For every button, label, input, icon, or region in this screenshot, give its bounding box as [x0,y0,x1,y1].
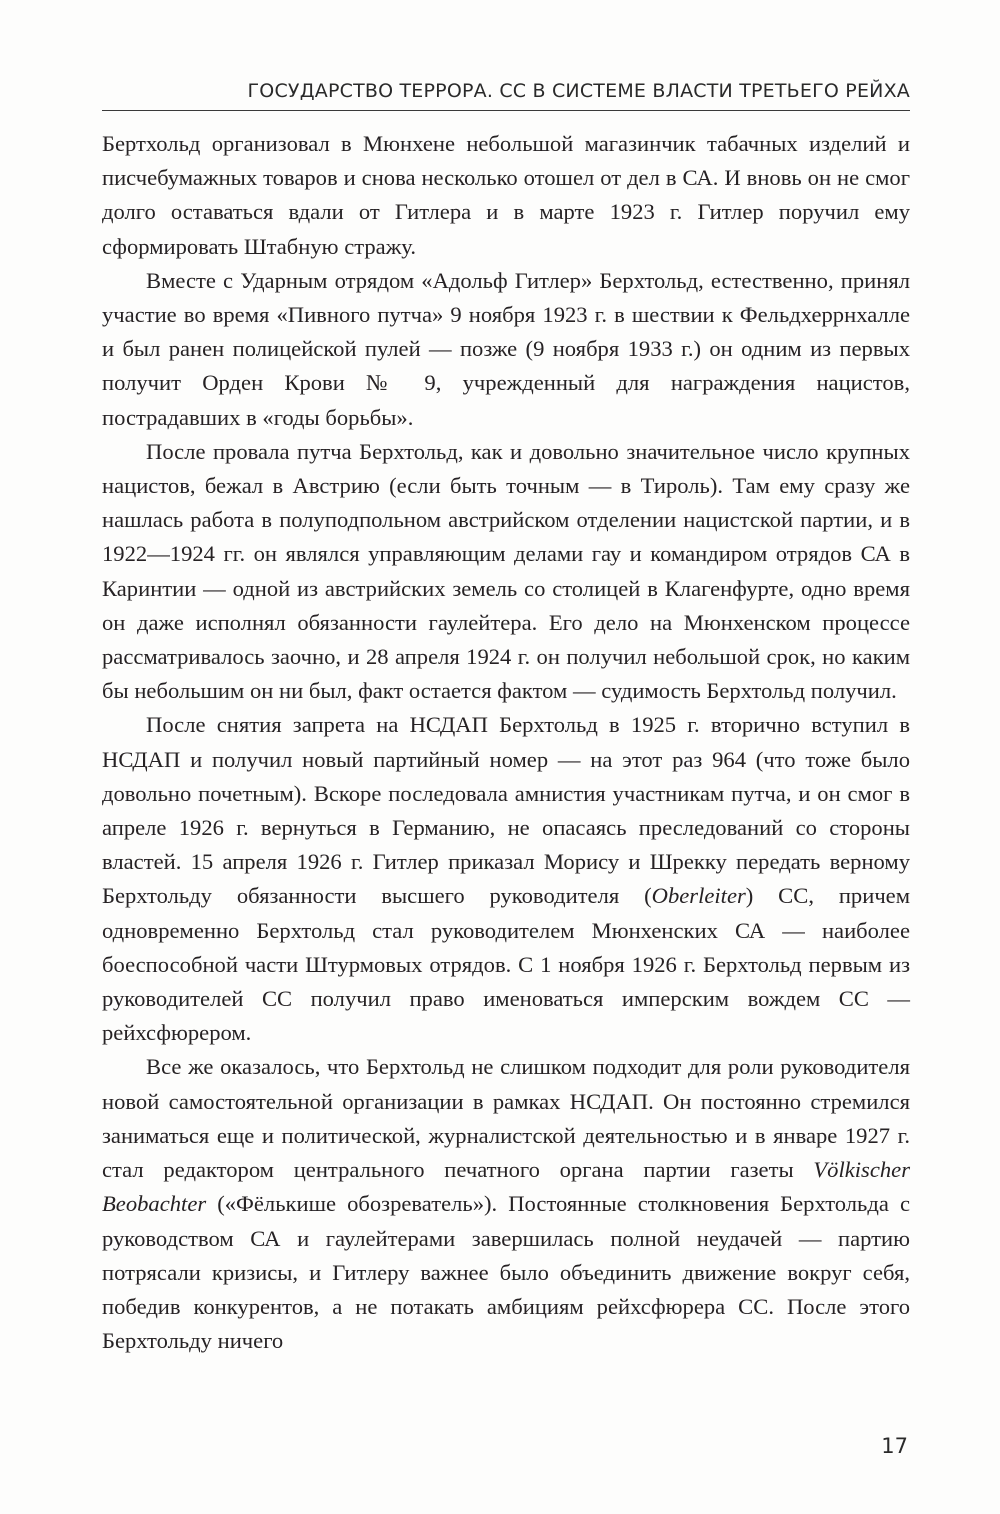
header-rule [102,110,910,111]
paragraph-5 [102,1050,910,1358]
running-head: ГОСУДАРСТВО ТЕРРОРА. СС В СИСТЕМЕ ВЛАСТИ ТРЕТЬЕГО РЕЙХА [247,80,910,102]
paragraph-2: Вместе с Ударным отрядом «Адольф Гитлер» Берхтольд, естественно, принял участие во время «Пивного путча» 9 ноября 1923 г. в шествии к Фельдхеррнхалле и был ранен полицейской пулей — позже (9 ноября 1933 г.) он одним из первых получит Орден Крови № 9, учрежденный для награждения нацистов, пострадавших в «годы борьбы». [102,267,910,430]
paragraph-4-part-1: После снятия запрета на НСДАП Берхтольд в 1925 г. вторично вступил в НСДАП и получил новый партийный номер — на этот раз 964 (что тоже было довольно почетным). Вскоре последовала амнистия участникам путча, и он смог в апреле 1926 г. вернуться в Германию, не опасаясь преследований со стороны властей. 15 апреля 1926 г. Гитлер приказал Морису и Шрекку передать верному Берхтольду обязанности высшего руководителя ( [102,712,910,909]
paragraph-5-italic: Völkischer Beobachter [102,1157,910,1217]
paragraph-5-part-1: Все же оказалось, что Берхтольд не слишком подходит для роли руководителя новой самостоятельной организации в рамках НСДАП. Он постоянно стремился заниматься еще и политической, журналистской деятельностью и в январе 1927 г. стал редактором центрального печатного органа партии газеты [102,1054,910,1183]
body-text [102,127,910,1358]
paragraph-4-part-2: ) СС, причем одновременно Берхтольд стал руководителем Мюнхенских СА — наиболее боеспособной части Штурмовых отрядов. С 1 ноября 1926 г. Берхтольд первым из руководителей СС получил право именоваться имперским вождем СС — рейхсфюрером. [102,883,911,1046]
paragraph-5-part-2: («Фёлькише обозреватель»). Постоянные столкновения Берхтольда с руководством СА и гаулейтерами завершилась полной неудачей — партию потрясали кризисы, и Гитлеру важнее было объединить движение вокруг себя, победив конкурентов, а не потакать амбициям рейхсфюрера СС. После этого Берхтольду ничего [102,1191,910,1354]
paragraph-3: После провала путча Берхтольд, как и довольно значительное число крупных нацистов, бежал в Австрию (если быть точным — в Тироль). Там ему сразу же нашлась работа в полуподпольном австрийском отделении нацистской партии, и в 1922—1924 гг. он являлся управляющим делами гау и командиром отрядов СА в Каринтии — одной из австрийских земель со столицей в Клагенфурте, одно время он даже исполнял обязанности гаулейтера. Его дело на Мюнхенском процессе рассматривалось заочно, и 28 апреля 1924 г. он получил небольшой срок, но каким бы небольшим он ни был, факт остается фактом — судимость Берхтольд получил. [102,438,910,704]
paragraph-4-italic: Oberleiter [651,883,746,909]
paragraph-1: Бертхольд организовал в Мюнхене небольшой магазинчик табачных изделий и писчебумажных товаров и снова несколько отошел от дел в СА. И вновь он не смог долго оставаться вдали от Гитлера и в марте 1923 г. Гитлер поручил ему сформировать Штабную стражу. [102,131,910,259]
paragraph-4 [102,708,910,1050]
page-number: 17 [881,1434,908,1458]
